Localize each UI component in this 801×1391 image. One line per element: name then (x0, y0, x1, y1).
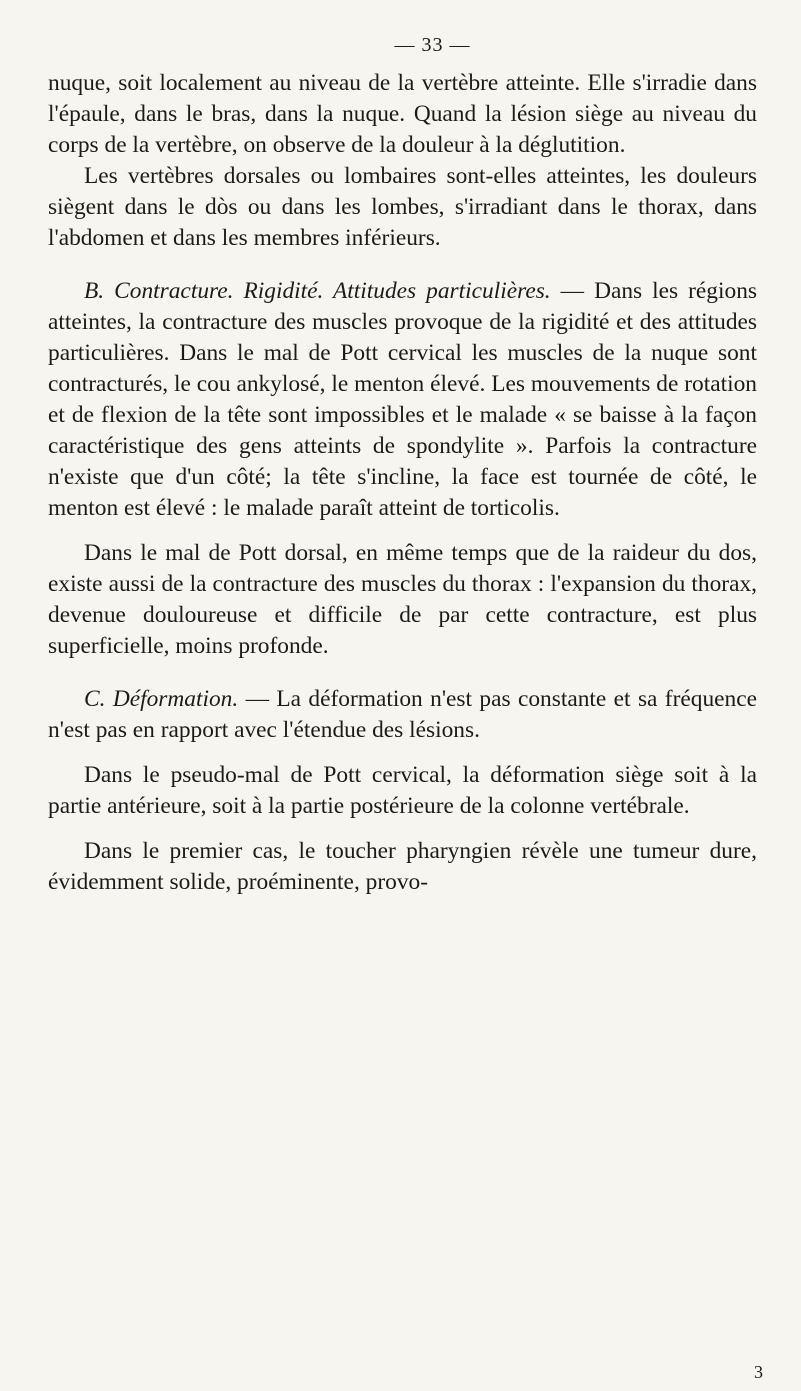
section-b-heading: B. Contracture. Rigidité. Attitudes particulières. (84, 278, 551, 304)
section-c-text: — La déformation n'est pas constante et sa fréquence n'est pas en rapport avec l'étendue des lésions. (48, 686, 757, 743)
section-b-text: — Dans les régions atteintes, la contracture des muscles provoque de la rigidité et des attitudes particulières. Dans le mal de Pott cervical les muscles de la nuque sont contracturés, le cou ankylosé, le menton élevé. Les mouvements de rotation et de flexion de la tête sont impossibles et le malade « se baisse à la façon caractéristique des gens atteints de spondylite ». Parfois la contracture n'existe que d'un côté; la tête s'incline, la face est tournée de côté, le menton est élevé : le malade paraît atteint de torticolis. (48, 278, 757, 521)
paragraph-7: Dans le premier cas, le toucher pharyngien révèle une tumeur dure, évidemment solide, proéminente, provo- (48, 838, 757, 895)
paragraph-1: nuque, soit localement au niveau de la vertèbre atteinte. Elle s'irradie dans l'épaule, dans le bras, dans la nuque. Quand la lésion siège au niveau du corps de la vertèbre, on observe de la douleur à la déglutition. (48, 70, 757, 158)
section-c-heading: C. Déformation. (84, 686, 239, 712)
section-b-paragraph (48, 276, 757, 524)
page-folio: 3 (754, 1362, 763, 1382)
page-header: — 33 — (394, 34, 471, 56)
section-c-paragraph (48, 684, 757, 746)
body-text (48, 68, 757, 898)
paragraph-2: Les vertèbres dorsales ou lombaires sont-elles atteintes, les douleurs siègent dans le dòs ou dans les lombes, s'irradiant dans le thorax, dans l'abdomen et dans les membres inférieurs. (48, 163, 757, 251)
paragraph-4: Dans le mal de Pott dorsal, en même temps que de la raideur du dos, existe aussi de la contracture des muscles du thorax : l'expansion du thorax, devenue douloureuse et difficile de par cette contracture, est plus superficielle, moins profonde. (48, 540, 757, 659)
paragraph-6: Dans le pseudo-mal de Pott cervical, la déformation siège soit à la partie antérieure, soit à la partie postérieure de la colonne vertébrale. (48, 762, 757, 819)
